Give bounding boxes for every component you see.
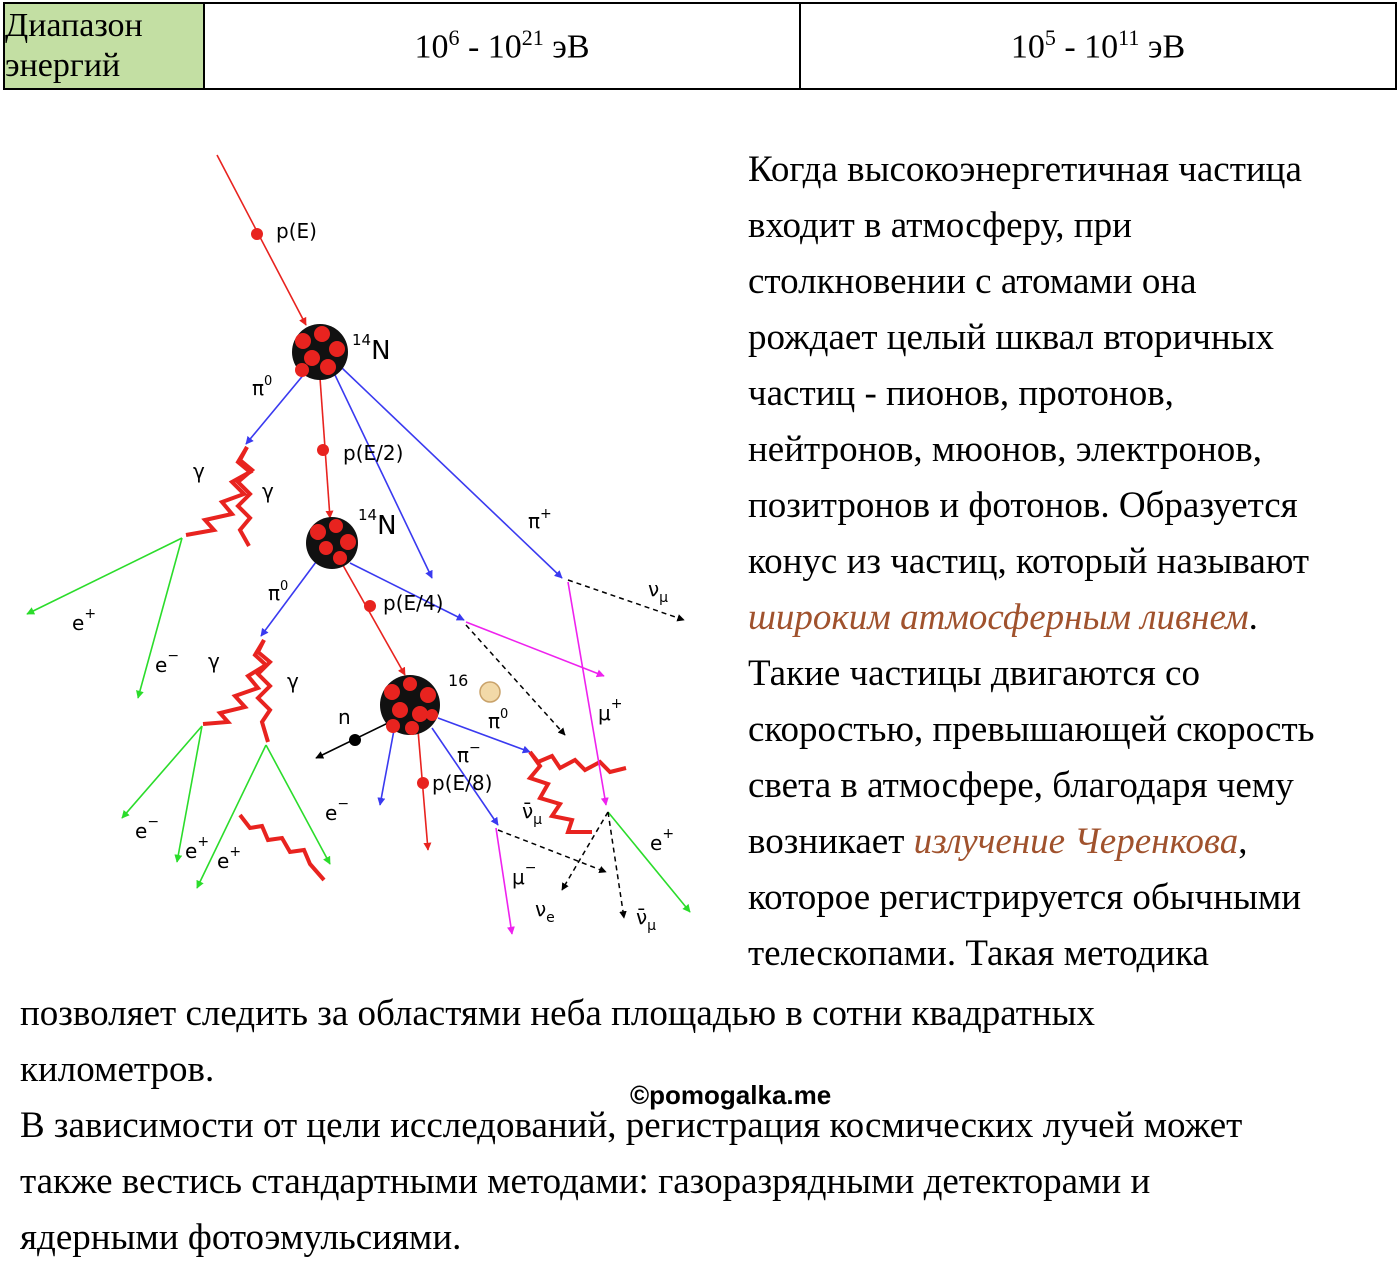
label-nu-mu-1: $\nu_\mu$ (648, 577, 669, 606)
label-pi0-middle: $\pi^0$ (268, 579, 289, 605)
label-n14-middle: $^{14}$N (358, 506, 397, 541)
text-fragment: Такие частицы двигаются со (748, 653, 1200, 694)
highlighted-term: излучение Черенкова (913, 821, 1239, 862)
range-separator: - (1055, 28, 1085, 66)
text-line (20, 1042, 1095, 1098)
neutrino-tracks (466, 580, 684, 918)
range-base: 10 (1084, 28, 1119, 66)
diagram-labels (72, 219, 674, 934)
label-n: n (338, 705, 351, 729)
text-fragment: позволяет следить за областями неба площадью в сотни квадратных (20, 993, 1096, 1034)
energy-range-cherenkov-cell (800, 3, 1396, 89)
text-line (748, 366, 1315, 422)
energy-range-label-cell (4, 3, 204, 89)
text-line (748, 814, 1315, 870)
text-line (748, 478, 1315, 534)
text-fragment: столкновении с атомами она (748, 261, 1197, 302)
label-pi0-top: $\pi^0$ (252, 374, 273, 400)
text-fragment: возникает (748, 821, 914, 862)
text-fragment: километров. (20, 1049, 215, 1090)
paragraph-final (20, 1098, 1242, 1266)
text-line (20, 986, 1095, 1042)
label-p-e8: p(E/8) (432, 771, 493, 795)
text-fragment: нейтронов, мюонов, электронов, (748, 429, 1262, 470)
watermark: ©pomogalka.me (630, 1080, 832, 1110)
text-line (748, 254, 1315, 310)
text-fragment: которое регистрируется обычными (748, 877, 1302, 918)
label-nu-e: $\nu_e$ (535, 897, 555, 926)
text-line (748, 646, 1315, 702)
text-line (748, 926, 1315, 982)
label-pi0-bottom: $\pi^0$ (488, 707, 509, 733)
label-p-e: p(E) (276, 219, 317, 243)
text-fragment: . (1248, 597, 1258, 638)
text-fragment: также вестись стандартными методами: газоразрядными детекторами и (20, 1161, 1151, 1202)
text-fragment: света в атмосфере, благодаря чему (748, 765, 1294, 806)
paragraph-right (748, 142, 1315, 982)
text-fragment: телескопами. Такая методика (748, 933, 1209, 974)
text-line (20, 1210, 1242, 1266)
range-exponent: 5 (1044, 25, 1056, 51)
photon-tracks (186, 447, 626, 880)
text-line (748, 590, 1315, 646)
label-gamma-1: γ (193, 459, 205, 483)
range-exponent: 6 (448, 25, 460, 51)
label-e-minus-1: e− (155, 648, 180, 677)
label-mu-minus: μ− (512, 860, 537, 889)
text-fragment: В зависимости от цели исследований, регистрация космических лучей может (20, 1105, 1243, 1146)
energy-range-table (3, 2, 1397, 90)
range-base: 10 (414, 28, 449, 66)
energy-range-label-line1: Диапазон (5, 7, 143, 44)
label-e-plus-1: e+ (72, 606, 97, 635)
label-gamma-2: γ (262, 479, 274, 503)
text-line (20, 1154, 1242, 1210)
label-pi-plus: π+ (528, 506, 552, 533)
nucleus-o16 (380, 675, 440, 735)
label-o16: 16 (448, 671, 469, 690)
text-line (748, 758, 1315, 814)
label-e-plus-3: e+ (217, 844, 242, 873)
label-antinu-mu-1: $\nū_\mu$ (522, 799, 543, 828)
text-line (748, 870, 1315, 926)
label-e-minus-3: e− (325, 796, 350, 825)
label-mu-plus: μ+ (598, 696, 623, 725)
nucleus-n14-middle (306, 517, 358, 569)
label-gamma-3: γ (208, 649, 220, 673)
label-gamma-4: γ (287, 669, 299, 693)
range-separator: - (459, 28, 488, 66)
text-line (748, 702, 1315, 758)
table-row (4, 3, 1396, 89)
range-base: 10 (487, 28, 522, 66)
label-antinu-mu-2: $\nū_\mu$ (636, 905, 657, 934)
text-fragment: входит в атмосферу, при (748, 205, 1132, 246)
range-unit: эВ (543, 28, 590, 66)
label-e-plus-2: e+ (185, 834, 210, 863)
highlighted-term: широким атмосферным ливнем (748, 597, 1249, 638)
neutral-pion-ball (480, 682, 500, 702)
text-fragment: частиц - пионов, протонов, (748, 373, 1174, 414)
neutron-track (316, 722, 390, 758)
air-shower-diagram (0, 140, 720, 970)
text-line (748, 142, 1315, 198)
label-e-minus-2: e− (135, 814, 160, 843)
text-fragment: Когда высокоэнергетичная частица (748, 149, 1302, 190)
text-fragment: позитронов и фотонов. Образуется (748, 485, 1298, 526)
range-base: 10 (1010, 28, 1045, 66)
label-p-e4: p(E/4) (383, 591, 444, 615)
nucleus-n14-top (292, 324, 348, 380)
text-fragment: рождает целый шквал вторичных (748, 317, 1275, 358)
text-line (748, 534, 1315, 590)
range-unit: эВ (1139, 28, 1186, 66)
paragraph-continuation (20, 986, 1095, 1098)
text-line (748, 310, 1315, 366)
text-fragment: скоростью, превышающей скорость (748, 709, 1315, 750)
text-fragment: ядерными фотоэмульсиями. (20, 1217, 462, 1258)
label-p-e2: p(E/2) (343, 441, 404, 465)
label-n14-top: $^{14}$N (352, 331, 391, 366)
text-fragment: конус из частиц, который называют (748, 541, 1310, 582)
text-line (748, 198, 1315, 254)
energy-range-cosmic-cell (204, 3, 800, 89)
energy-range-label-line2: энергий (5, 47, 121, 84)
label-pi-minus: π− (457, 740, 481, 767)
label-e-plus-4: e+ (650, 826, 675, 855)
text-fragment: , (1238, 821, 1248, 862)
range-exponent: 11 (1118, 25, 1140, 51)
text-line (748, 422, 1315, 478)
range-exponent: 21 (521, 25, 544, 51)
